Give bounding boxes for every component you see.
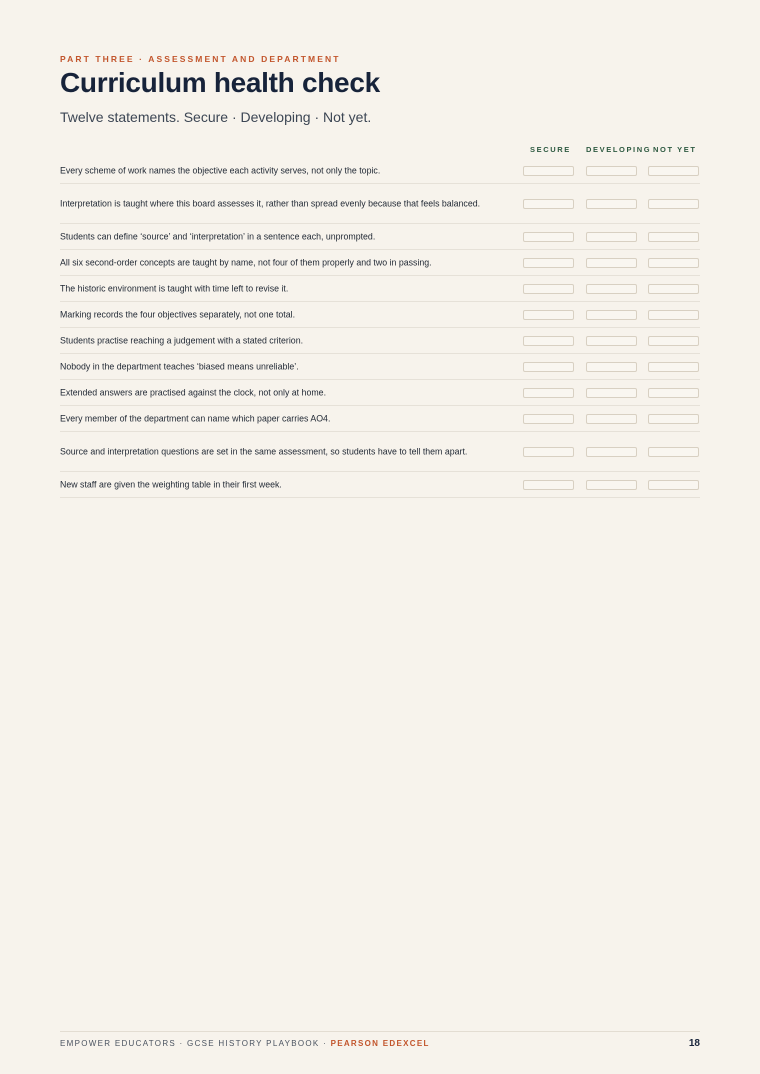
footer-divider (60, 1031, 700, 1032)
not-yet-checkbox[interactable] (648, 414, 699, 424)
developing-checkbox[interactable] (586, 388, 637, 398)
checklist-row (60, 184, 700, 224)
statement-text: Extended answers are practised against the clock, not only at home. (60, 387, 327, 397)
secure-checkbox[interactable] (523, 232, 574, 242)
statement-text: Marking records the four objectives separately, not one total. (60, 309, 296, 319)
checklist-row (60, 380, 700, 406)
developing-checkbox[interactable] (586, 310, 637, 320)
footer-credit (60, 1039, 430, 1048)
developing-checkbox[interactable] (586, 284, 637, 294)
checklist-row (60, 276, 700, 302)
not-yet-checkbox[interactable] (648, 388, 699, 398)
page-number: 18 (688, 1038, 700, 1049)
checklist-row (60, 302, 700, 328)
statement-text: Nobody in the department teaches ‘biased means unreliable’. (60, 361, 299, 371)
developing-checkbox[interactable] (586, 166, 637, 176)
statement-text: Students practise reaching a judgement with a stated criterion. (60, 335, 304, 345)
statement-text: Every scheme of work names the objective each activity serves, not only the topic. (60, 165, 381, 175)
checklist-row (60, 472, 700, 498)
checklist-row (60, 432, 700, 472)
not-yet-checkbox[interactable] (648, 447, 699, 457)
statement-text: New staff are given the weighting table in their first week. (60, 479, 282, 489)
not-yet-checkbox[interactable] (648, 480, 699, 490)
not-yet-checkbox[interactable] (648, 336, 699, 346)
footer-publication: EMPOWER EDUCATORS · GCSE HISTORY PLAYBOOK · (60, 1039, 331, 1048)
secure-checkbox[interactable] (523, 284, 574, 294)
not-yet-checkbox[interactable] (648, 284, 699, 294)
developing-checkbox[interactable] (586, 336, 637, 346)
checklist-row (60, 328, 700, 354)
checklist (60, 158, 700, 498)
column-headers (60, 145, 700, 155)
column-header-secure: SECURE (530, 145, 571, 154)
checklist-row (60, 250, 700, 276)
secure-checkbox[interactable] (523, 199, 574, 209)
statement-text: The historic environment is taught with time left to revise it. (60, 283, 289, 293)
secure-checkbox[interactable] (523, 166, 574, 176)
page-subtitle: Twelve statements. Secure · Developing · Not yet. (60, 109, 372, 125)
secure-checkbox[interactable] (523, 447, 574, 457)
page-title: Curriculum health check (60, 67, 380, 98)
developing-checkbox[interactable] (586, 199, 637, 209)
checklist-row (60, 354, 700, 380)
checklist-row (60, 406, 700, 432)
secure-checkbox[interactable] (523, 414, 574, 424)
secure-checkbox[interactable] (523, 362, 574, 372)
not-yet-checkbox[interactable] (648, 258, 699, 268)
developing-checkbox[interactable] (586, 362, 637, 372)
statement-text: Interpretation is taught where this board assesses it, rather than spread evenly because that feels balanced. (60, 198, 481, 208)
not-yet-checkbox[interactable] (648, 232, 699, 242)
secure-checkbox[interactable] (523, 310, 574, 320)
checklist-row (60, 224, 700, 250)
page (60, 0, 700, 1074)
statement-text: Source and interpretation questions are set in the same assessment, so students have to tell them apart. (60, 446, 468, 456)
secure-checkbox[interactable] (523, 336, 574, 346)
statement-text: Every member of the department can name which paper carries AO4. (60, 413, 331, 423)
statement-text: All six second-order concepts are taught by name, not four of them properly and two in passing. (60, 257, 432, 267)
column-header-developing: DEVELOPING (586, 145, 652, 154)
secure-checkbox[interactable] (523, 258, 574, 268)
developing-checkbox[interactable] (586, 258, 637, 268)
developing-checkbox[interactable] (586, 480, 637, 490)
section-kicker: PART THREE · ASSESSMENT AND DEPARTMENT (60, 54, 341, 64)
checklist-row (60, 158, 700, 184)
secure-checkbox[interactable] (523, 388, 574, 398)
not-yet-checkbox[interactable] (648, 310, 699, 320)
statement-text: Students can define ‘source’ and ‘interpretation’ in a sentence each, unprompted. (60, 231, 376, 241)
developing-checkbox[interactable] (586, 447, 637, 457)
footer-brand: PEARSON EDEXCEL (330, 1039, 430, 1048)
developing-checkbox[interactable] (586, 232, 637, 242)
secure-checkbox[interactable] (523, 480, 574, 490)
column-header-not-yet: NOT YET (653, 145, 697, 154)
not-yet-checkbox[interactable] (648, 199, 699, 209)
not-yet-checkbox[interactable] (648, 166, 699, 176)
not-yet-checkbox[interactable] (648, 362, 699, 372)
developing-checkbox[interactable] (586, 414, 637, 424)
